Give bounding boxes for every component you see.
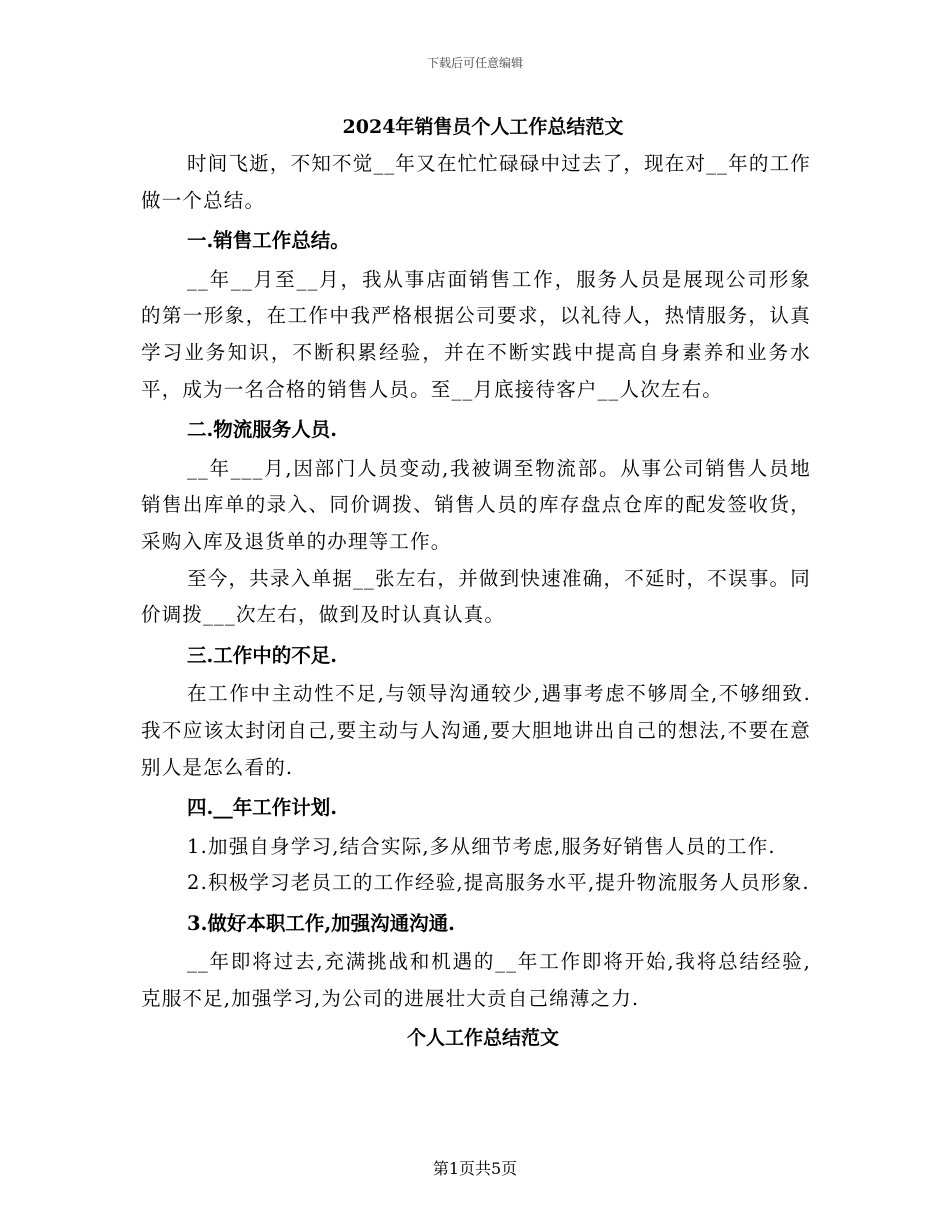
section-1-heading: 一.销售工作总结。 (187, 229, 350, 253)
section-3-paragraph: 在工作中主动性不足,与领导沟通较少,遇事考虑不够周全,不够细致.我不应该太封闭自己,要主动与人沟通,要大胆地讲出自己的想法,不要在意别人是怎么看的. (141, 682, 811, 779)
plan-item-1: 1.加强自身学习,结合实际,多从细节考虑,服务好销售人员的工作. (187, 834, 776, 858)
next-document-title: 个人工作总结范文 (406, 1026, 559, 1049)
section-1-paragraph: __年__月至__月，我从事店面销售工作，服务人员是展现公司形象的第一形象，在工作中我严格根据公司要求，以礼待人，热情服务，认真学习业务知识，不断积累经验，并在不断实践中提高自身素养和业务水平，成为一名合格的销售人员。至__月底接待客户__人次左右。 (141, 267, 811, 401)
page-header-note: 下载后可任意编辑 (426, 56, 523, 70)
document-title: 2024年销售员个人工作总结范文 (342, 116, 624, 138)
section-2-paragraph-1: __年___月,因部门人员变动,我被调至物流部。从事公司销售人员地销售出库单的录入、同价调拨、销售人员的库存盘点仓库的配发签收货，采购入库及退货单的办理等工作。 (141, 456, 811, 553)
intro-paragraph: 时间飞逝，不知不觉__年又在忙忙碌碌中过去了，现在对__年的工作做一个总结。 (141, 152, 811, 212)
page-number: 第1页共5页 (432, 1159, 518, 1178)
plan-item-3-heading: 3.做好本职工作,加强沟通沟通. (187, 911, 455, 935)
section-3-heading: 三.工作中的不足. (187, 643, 338, 667)
section-4-heading: 四.__年工作计划. (187, 796, 338, 820)
section-2-heading: 二.物流服务人员. (187, 418, 338, 442)
plan-item-2: 2.积极学习老员工的工作经验,提高服务水平,提升物流服务人员形象. (187, 871, 810, 895)
document-body (141, 112, 811, 1056)
closing-paragraph: __年即将过去,充满挑战和机遇的__年工作即将开始,我将总结经验,克服不足,加强学习,为公司的进展壮大贡自己绵薄之力. (141, 950, 811, 1011)
section-2-paragraph-2: 至今，共录入单据__张左右，并做到快速准确，不延时，不误事。同价调拨___次左右，做到及时认真认真。 (141, 566, 811, 627)
